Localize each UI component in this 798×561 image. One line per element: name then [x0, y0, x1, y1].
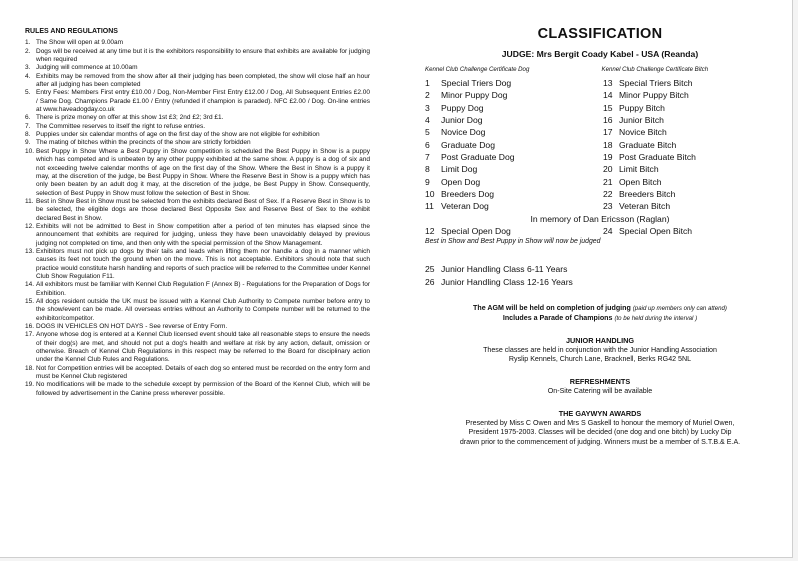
- rule-number: 6.: [25, 114, 31, 122]
- class-item: [425, 188, 600, 200]
- class-number: 25: [425, 264, 435, 275]
- rule-item: [25, 331, 370, 364]
- class-number: 2: [425, 90, 430, 101]
- gaywyn-line3: drawn prior to the commencement of judging. Winners must be a member of S.T.B.& E.A.: [459, 437, 741, 446]
- class-number: 17: [603, 127, 613, 138]
- gaywyn-line2: President 1975-2003. Classes will be decided (one dog and one bitch) by Lucky Dip: [468, 428, 732, 437]
- class-name: Post Graduate Dog: [441, 152, 515, 163]
- rule-item: [25, 148, 370, 198]
- rule-text: Judging will commence at 10.00am: [36, 64, 138, 72]
- rule-number: 11.: [25, 197, 34, 205]
- junior-handling-line2: Ryslip Kennels, Church Lane, Bracknell, Berks RG42 5NL: [508, 354, 692, 363]
- class-name: Junior Bitch: [619, 115, 664, 126]
- class-number: 24: [603, 226, 613, 237]
- class-name: Breeders Dog: [441, 189, 495, 200]
- rule-item: [25, 131, 370, 139]
- class-number: 11: [425, 201, 434, 212]
- class-item: [425, 176, 600, 188]
- class-name: Graduate Bitch: [619, 139, 677, 150]
- rule-item: [25, 139, 370, 147]
- class-item: [600, 200, 775, 212]
- class-name: Junior Handling Class 6-11 Years: [441, 264, 568, 275]
- class-name: Minor Puppy Bitch: [619, 90, 689, 101]
- rule-item: [25, 39, 370, 47]
- class-number: 5: [425, 127, 430, 138]
- class-name: Limit Dog: [441, 164, 478, 175]
- rule-text: Puppies under six calendar months of age on the first day of the show are not eligible for exhibition: [36, 131, 320, 139]
- gaywyn-heading: THE GAYWYN AWARDS: [558, 409, 642, 419]
- rule-item: [25, 298, 370, 323]
- rule-text: Dogs will be received at any time but it is the exhibitors responsibility to ensure that exhibits are available for judging when required: [36, 47, 370, 64]
- class-item: [600, 77, 775, 89]
- rule-item: [25, 89, 370, 114]
- class-item: [600, 176, 775, 188]
- class-item: [425, 225, 600, 237]
- rule-text: The Show will open at 9.00am: [36, 39, 124, 47]
- class-number: 21: [603, 176, 613, 187]
- class-number: 26: [425, 276, 435, 287]
- classification-title: CLASSIFICATION: [537, 26, 663, 42]
- class-number: 8: [425, 164, 430, 175]
- class-item: [425, 89, 600, 101]
- class-item: [600, 188, 775, 200]
- rules-list: [25, 39, 370, 398]
- best-in-show-note: Best in Show and Best Puppy in Show will now be judged: [425, 238, 601, 246]
- rule-text: All exhibitors must be familiar with Kennel Club Regulation F (Annex B) - Regulations for the Preparation of Dogs for Exhibition.: [36, 281, 370, 297]
- rule-text: All dogs resident outside the UK must be issued with a Kennel Club Authority to Compete number before entry to the show/event can be made. All overseas entries without an Authority to Compete number will be returned to the exhibitor/competitor.: [36, 298, 370, 322]
- class-name: Open Dog: [441, 176, 481, 187]
- junior-class-item: [425, 263, 775, 275]
- class-number: 19: [603, 152, 613, 163]
- class-item: [425, 126, 600, 138]
- rule-number: 14.: [25, 281, 35, 289]
- class-number: 18: [603, 139, 613, 150]
- rule-text: The Committee reserves to itself the right to refuse entries.: [36, 122, 206, 130]
- rule-text: Entry Fees: Members First entry £10.00 / Dog, Non-Member First Entry £12.00 / Dog, All Subsequent Entries £2.00 / Same Dog. Champions Parade £1.00 / Entry (refunded if champion is paraded). NFC £2.00 / Dog. On-line entries at www.haveadogday.co.uk: [36, 89, 370, 114]
- rule-number: 4.: [25, 72, 31, 80]
- rule-item: [25, 223, 370, 248]
- class-number: 4: [425, 115, 430, 126]
- class-number: 10: [425, 189, 435, 200]
- class-item: [600, 225, 775, 237]
- rule-item: [25, 73, 370, 90]
- rule-item: [25, 48, 370, 65]
- class-item: [600, 163, 775, 175]
- refreshments-line: On-Site Catering will be available: [547, 386, 653, 395]
- class-item: [600, 151, 775, 163]
- class-name: Novice Dog: [441, 127, 486, 138]
- rules-section: [25, 28, 370, 398]
- column-headers: [425, 66, 775, 77]
- rule-item: [25, 381, 370, 398]
- memory-line: In memory of Dan Ericsson (Raglan): [530, 213, 670, 224]
- class-item: [425, 200, 600, 212]
- class-number: 23: [603, 201, 613, 212]
- rule-number: 15.: [25, 298, 35, 305]
- rule-number: 13.: [25, 247, 35, 255]
- class-number: 9: [425, 176, 430, 187]
- agm-line1-note: (paid up members only can attend): [632, 305, 727, 313]
- class-name: Veteran Bitch: [619, 201, 671, 212]
- rule-item: [25, 123, 370, 131]
- rule-text: Best Puppy in Show Where a Best Puppy in Show competition is scheduled the Best Puppy in Show is a puppy which has competed and is unbeaten by any other puppy exhibited at the same show. A puppy is a dog of six and not exceeding twelve calendar months of age on the first day of the Show. Where the Best in Show is a puppy it may, at the discretion of the judge, be Best Puppy in Show. Where the Reserve Best in Show is a puppy which has only been beaten by an adult dog it may, at the discretion of the judge, be Best Puppy in Show. Consequently, selection of Best Puppy in Show must follow the selection of Best in Show.: [36, 147, 370, 197]
- class-item: [600, 89, 775, 101]
- class-item: [425, 139, 600, 151]
- rule-number: 12.: [25, 222, 35, 230]
- class-item: [425, 102, 600, 114]
- rule-text: Exhibits will not be admitted to Best in Show competition after a period of ten minutes has elapsed since the announcement that exhibits are required for judging, unless they have been unavoidably delayed by previous judging not completed on time, and then only with the special permission of the Show Management.: [36, 222, 370, 247]
- rule-text: Not for Competition entries will be accepted. Details of each dog so entered must be recorded on the entry form and must be Kennel Club registered: [36, 364, 370, 381]
- rule-number: 10.: [25, 147, 35, 155]
- agm-line1: The AGM will be held on completion of judging: [473, 304, 631, 313]
- class-name: Special Triers Dog: [441, 78, 512, 88]
- classification-section: [425, 26, 775, 447]
- class-name: Limit Bitch: [619, 164, 659, 175]
- class-item: [425, 114, 600, 126]
- special-classes: [425, 225, 775, 237]
- rule-number: 3.: [25, 64, 31, 72]
- class-name: Junior Handling Class 12-16 Years: [441, 276, 573, 287]
- rule-item: [25, 323, 370, 331]
- rule-number: 7.: [25, 122, 31, 130]
- rule-item: [25, 198, 370, 223]
- class-number: 14: [603, 90, 613, 101]
- rule-item: [25, 114, 370, 122]
- rule-text: Best in Show Best in Show must be selected from the exhibits declared Best of Sex. If a Reserve Best in Show is to be selected, the eligible dogs are those declared Best Opposite Sex and Reserve Best of Sex to the exhibit declared Best in Show.: [36, 197, 370, 222]
- rule-item: [25, 365, 370, 382]
- class-item: [600, 139, 775, 151]
- junior-class-item: [425, 276, 775, 288]
- rule-number: 5.: [25, 89, 31, 97]
- class-item: [600, 114, 775, 126]
- class-name: Breeders Bitch: [619, 189, 676, 200]
- junior-classes: [425, 263, 775, 288]
- class-number: 22: [603, 189, 613, 200]
- class-name: Post Graduate Bitch: [619, 152, 696, 163]
- rule-text: There is prize money on offer at this show 1st £3; 2nd £2; 3rd £1.: [36, 114, 224, 122]
- dog-column-header: Kennel Club Challenge Certificate Dog: [425, 66, 530, 73]
- class-item: [425, 77, 600, 89]
- rule-text: DOGS IN VEHICLES ON HOT DAYS - See reverse of Entry Form.: [36, 323, 228, 331]
- gaywyn-line1: Presented by Miss C Owen and Mrs S Gaskell to honour the memory of Muriel Owen,: [465, 418, 735, 427]
- class-item: [600, 102, 775, 114]
- rule-number: 19.: [25, 381, 35, 389]
- agm-line2-note: (to be held during the interval ): [614, 314, 698, 322]
- class-number: 7: [425, 152, 430, 163]
- class-number: 6: [425, 139, 430, 150]
- junior-handling-heading: JUNIOR HANDLING: [565, 335, 635, 345]
- class-name: Puppy Dog: [441, 102, 484, 113]
- rule-number: 8.: [25, 131, 31, 139]
- class-item: [600, 126, 775, 138]
- rule-text: No modifications will be made to the schedule except by permission of the Board of the Kennel Club, which will be followed by advertisement in the Canine press wherever possible.: [36, 381, 370, 397]
- class-number: 15: [603, 102, 613, 113]
- rule-number: 18.: [25, 364, 35, 372]
- class-number: 20: [603, 164, 613, 175]
- class-name: Veteran Dog: [441, 201, 489, 212]
- class-name: Special Open Bitch: [619, 226, 693, 237]
- class-item: [425, 163, 600, 175]
- class-number: 12: [425, 226, 435, 237]
- class-name: Graduate Dog: [441, 139, 495, 150]
- rule-number: 2.: [25, 47, 31, 55]
- refreshments-heading: REFRESHMENTS: [569, 377, 631, 387]
- class-item: [425, 151, 600, 163]
- agm-notice: [425, 304, 775, 323]
- rule-text: Exhibits may be removed from the show after all their judging has been completed, the show will close half an hour after all judging has been completed: [36, 72, 370, 89]
- agm-line2: Includes a Parade of Champions: [502, 313, 613, 322]
- class-name: Puppy Bitch: [619, 102, 665, 113]
- class-name: Special Triers Bitch: [619, 78, 693, 88]
- class-number: 13: [603, 78, 613, 88]
- junior-handling-line1: These classes are held in conjunction with the Junior Handling Association: [483, 345, 717, 354]
- rule-item: [25, 281, 370, 298]
- rule-item: [25, 248, 370, 281]
- rule-number: 1.: [25, 39, 31, 47]
- class-number: 1: [425, 78, 430, 88]
- class-number: 16: [603, 115, 613, 126]
- rules-heading: RULES AND REGULATIONS: [25, 28, 118, 35]
- rule-number: 16.: [25, 323, 35, 331]
- rule-text: Exhibitors must not pick up dogs by their tails and leads when lifting them nor handle a dog in a manner which causes its feet not touch the ground when on the move. This is not acceptable. Exhibitors should note that such practice would constitute harsh handling and reports of such practice will be referred to the Committee under Kennel Club Show Regulation F11.: [36, 247, 370, 280]
- bitch-column-header: Kennel Club Challenge Certificate Bitch: [601, 66, 709, 73]
- rule-number: 17.: [25, 331, 35, 339]
- class-name: Novice Bitch: [619, 127, 667, 138]
- rule-item: [25, 64, 370, 72]
- class-number: 3: [425, 102, 430, 113]
- rule-text: The mating of bitches within the precincts of the show are strictly forbidden: [36, 139, 251, 147]
- class-name: Minor Puppy Dog: [441, 90, 508, 101]
- class-name: Special Open Dog: [441, 226, 511, 237]
- class-grid: [425, 77, 775, 213]
- judge-line: JUDGE: Mrs Bergit Coady Kabel - USA (Reanda): [501, 49, 699, 59]
- class-name: Junior Dog: [441, 115, 483, 126]
- class-name: Open Bitch: [619, 176, 662, 187]
- rule-text: Anyone whose dog is entered at a Kennel Club licensed event should take all reasonable steps to ensure the needs of their dog(s) are met, and should not put a dog's health and welfare at risk by any action, default, omission or otherwise. Breach of Kennel Club Regulations in this respect may be referred to the Board for disciplinary action under the Kennel Club Rules and Regulations.: [36, 331, 370, 364]
- rule-number: 9.: [25, 139, 31, 147]
